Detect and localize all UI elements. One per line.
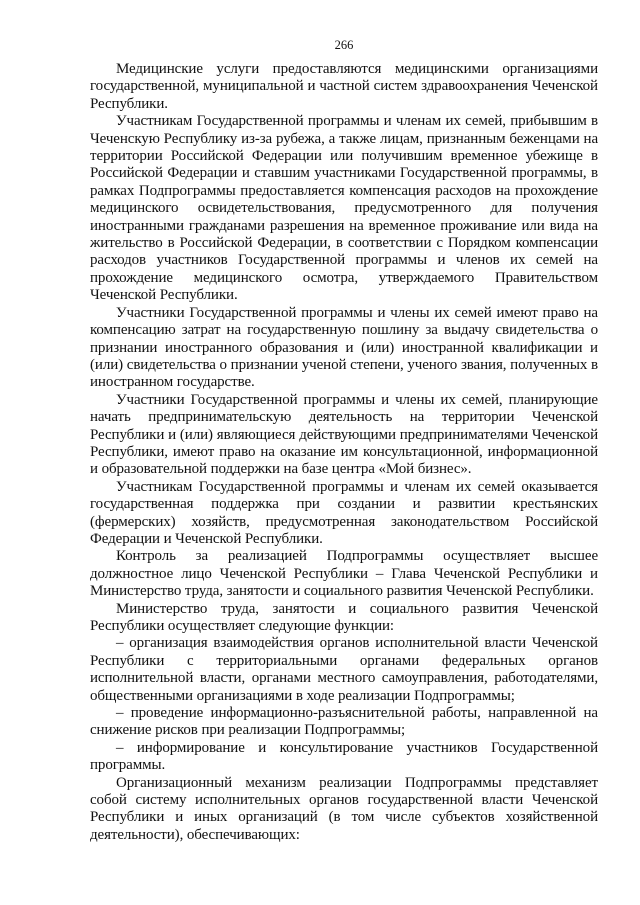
paragraph: Контроль за реализацией Подпрограммы осуществляет высшее должностное лицо Чеченской Республики – Глава Чеченской Республики и Министерство труда, занятости и социального развития Чеченской Республики.	[90, 548, 598, 600]
list-item: – проведение информационно-разъяснительной работы, направленной на снижение рисков при реализации Подпрограммы;	[90, 705, 598, 739]
paragraph: Организационный механизм реализации Подпрограммы представляет собой систему исполнительных органов государственной власти Чеченской Республики и иных организаций (в том числе субъектов хозяйственной деятельности), обеспечивающих:	[90, 774, 598, 843]
paragraph: Министерство труда, занятости и социального развития Чеченской Республики осуществляет следующие функции:	[90, 600, 598, 634]
paragraph: Участники Государственной программы и члены их семей, планирующие начать предпринимательскую деятельность на территории Чеченской Республики и (или) являющиеся действующими предпринимателями Чеченской Республики, имеют право на оказание им консультационной, информационной и образовательной поддержки на базе центра «Мой бизнес».	[90, 391, 598, 478]
page-number: 266	[334, 38, 354, 52]
paragraph: Медицинские услуги предоставляются медицинскими организациями государственной, муниципальной и частной систем здравоохранения Чеченской Республики.	[90, 61, 598, 112]
paragraph: Участникам Государственной программы и членам их семей, прибывшим в Чеченскую Республику из-за рубежа, а также лицам, признанным беженцами на территории Российской Федерации или получившим временное убежище в Российской Федерации и ставшим участниками Государственной программы, в рамках Подпрограммы предоставляется компенсация расходов на прохождение медицинского освидетельствования, предусмотренного для получения иностранными гражданами разрешения на временное проживание или вида на жительство в Российской Федерации, в соответствии с Порядком компенсации расходов участников Государственной программы и членов их семей на прохождение медицинского осмотра, утверждаемого Правительством Чеченской Республики.	[90, 113, 598, 304]
paragraph: Участникам Государственной программы и членам их семей оказывается государственная поддержка при создании и развитии крестьянских (фермерских) хозяйств, предусмотренная законодательством Российской Федерации и Чеченской Республики.	[90, 478, 598, 547]
list-item: – организация взаимодействия органов исполнительной власти Чеченской Республики с территориальными органами федеральных органов исполнительной власти, органами местного самоуправления, работодателями, общественными организациями в ходе реализации Подпрограммы;	[90, 635, 598, 704]
list-item: – информирование и консультирование участников Государственной программы.	[90, 739, 598, 774]
paragraph: Участники Государственной программы и члены их семей имеют право на компенсацию затрат на государственную пошлину за выдачу свидетельства о признании иностранного образования и (или) иностранной квалификации и (или) свидетельства о признании ученой степени, ученого звания, полученных в иностранном государстве.	[90, 304, 598, 391]
document-body	[90, 61, 598, 844]
